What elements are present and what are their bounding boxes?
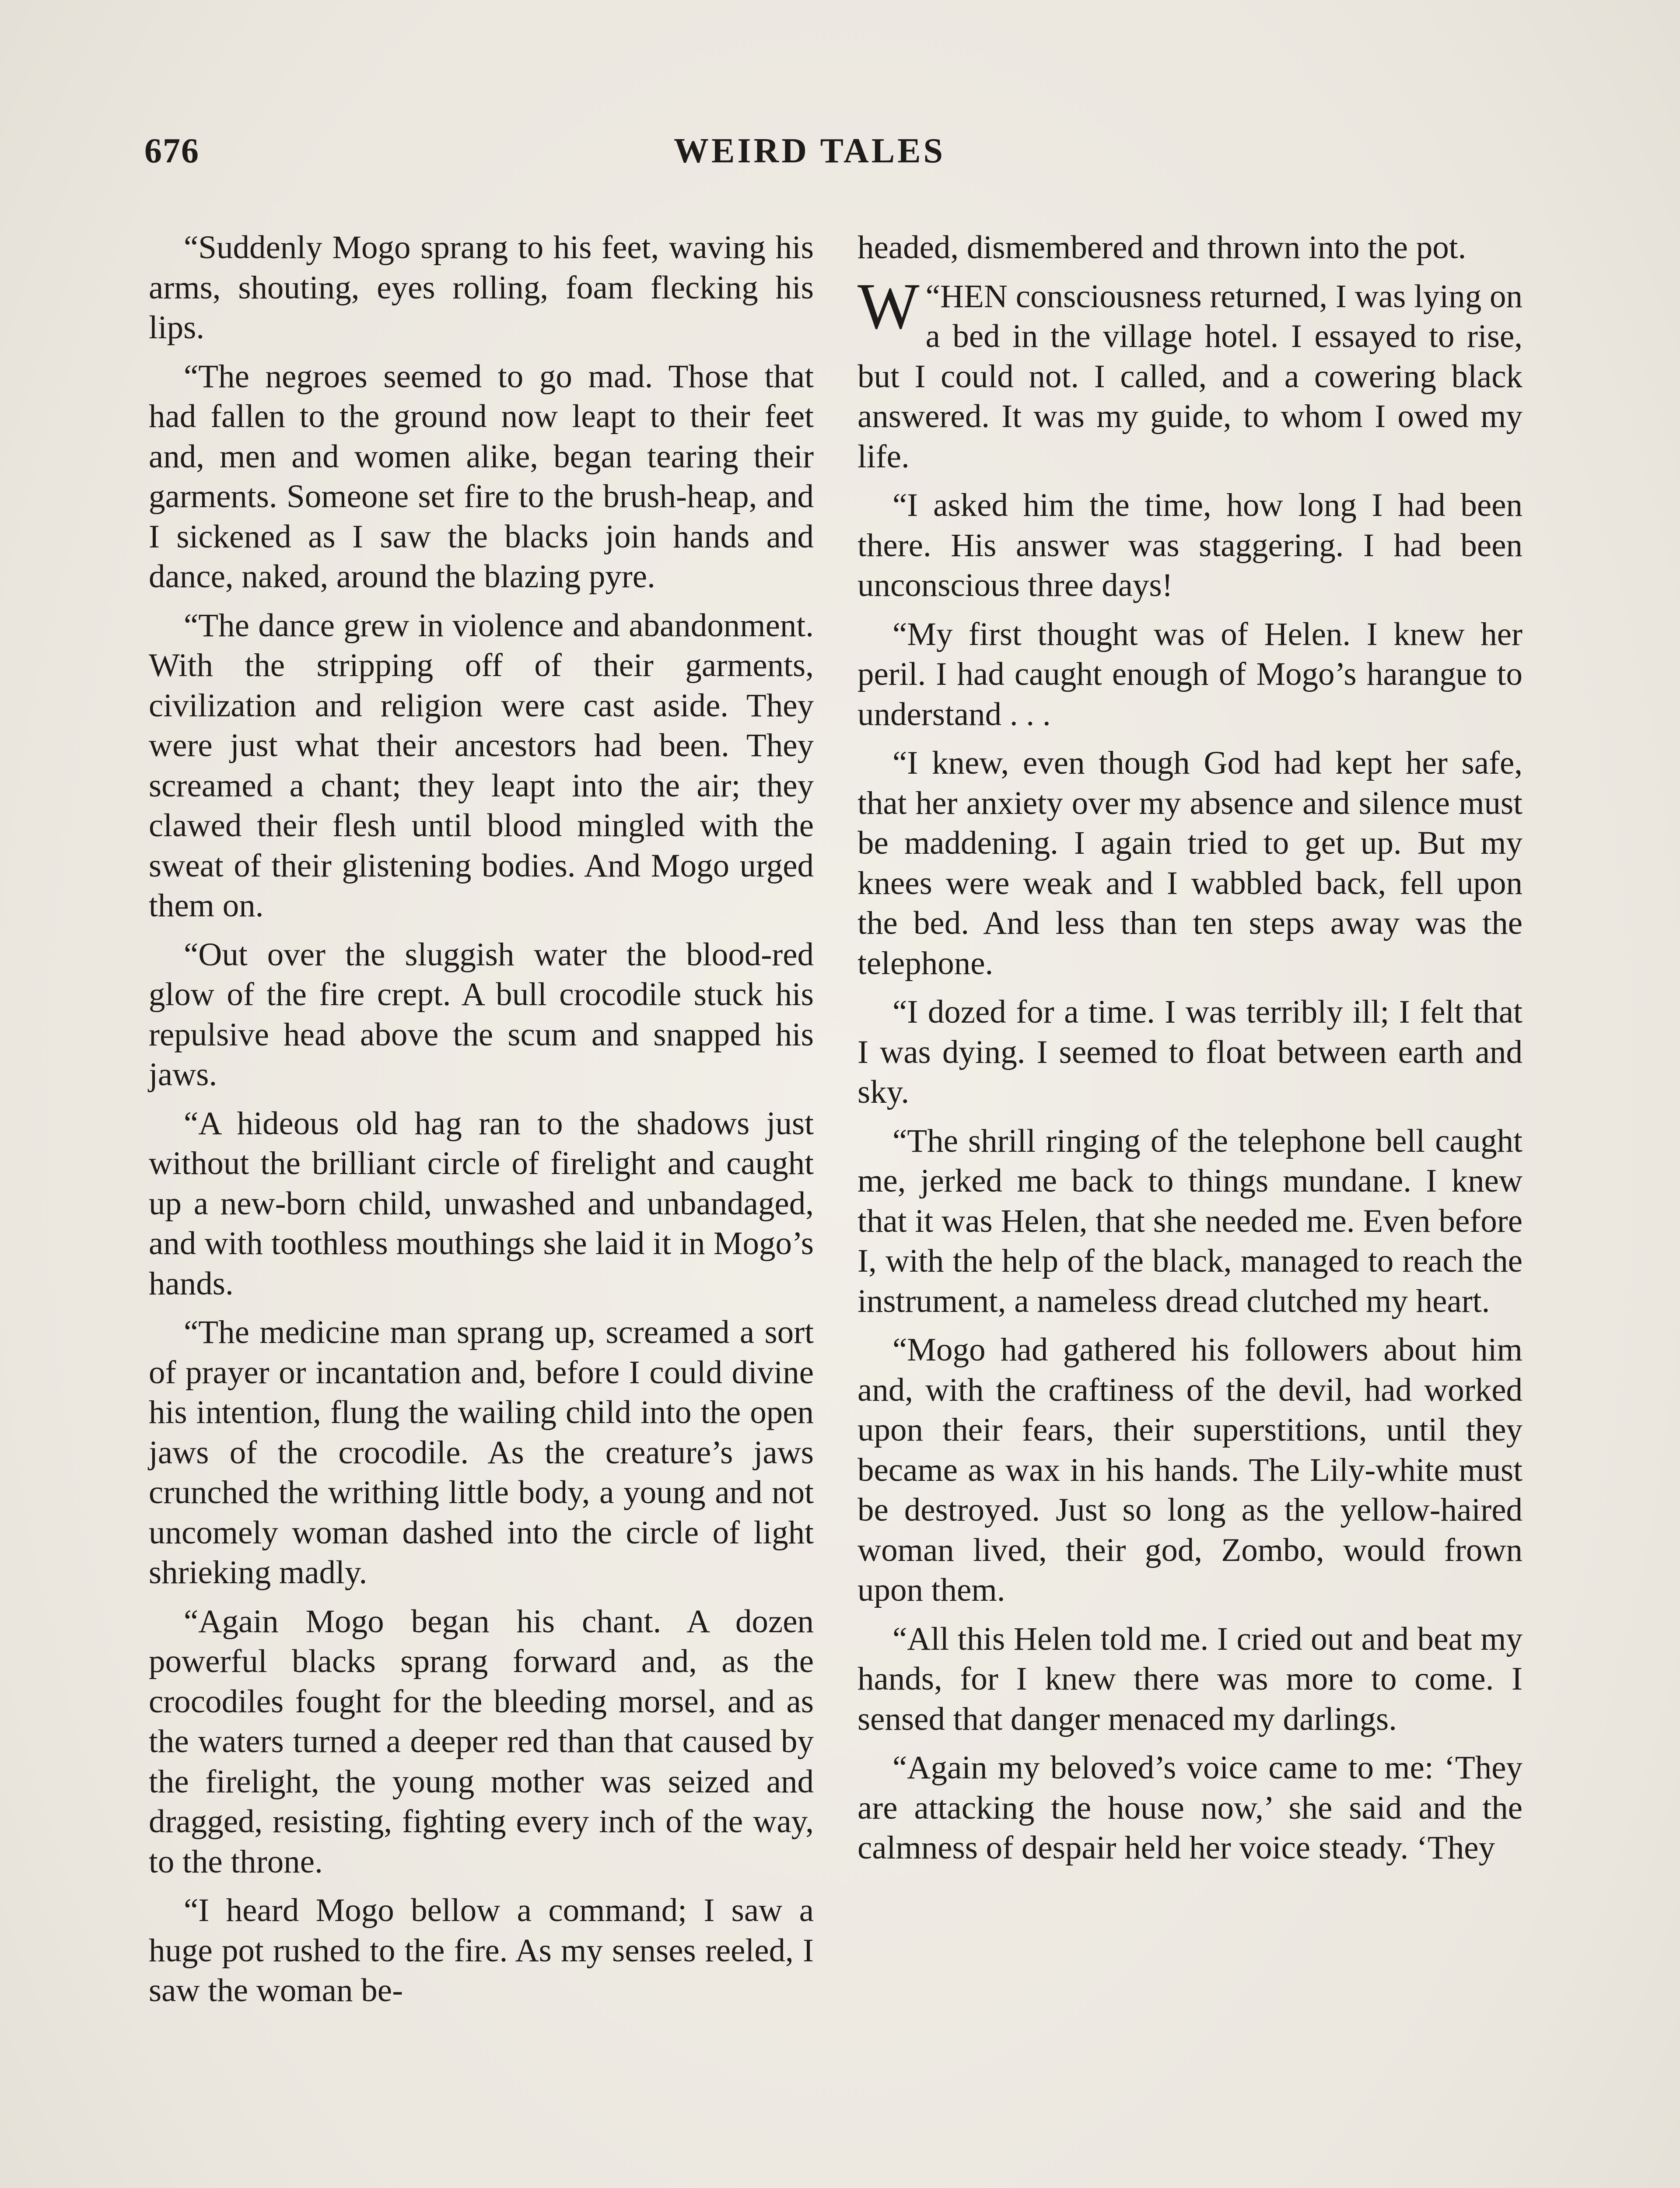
paragraph: “A hideous old hag ran to the shadows just without the brilliant circle of firelight and caught up a new-born child, unwashed and unbandaged, and with toothless mouthings she laid it in Mogo’s hands. <box>149 1105 814 1302</box>
paragraph: “My first thought was of Helen. I knew her peril. I had caught enough of Mogo’s harangue to understand . . . <box>858 616 1522 733</box>
paragraph: “Again my beloved’s voice came to me: ‘They are attacking the house now,’ she said and the calmness of despair held her voice steady. ‘They <box>858 1750 1522 1866</box>
page-header <box>144 131 1536 184</box>
paragraph: “Mogo had gathered his followers about him and, with the craftiness of the devil, had worked upon their fears, their superstitions, until they became as wax in his hands. The Lily-white must be destroyed. Just so long as the yellow-haired woman lived, their god, Zombo, would frown upon them. <box>858 1332 1522 1608</box>
paragraph: “The medicine man sprang up, screamed a sort of prayer or incantation and, before I could divine his intention, flung the wailing child into the open jaws of the crocodile. As the creature’s jaws crunched the writhing little body, a young and not uncomely woman dashed into the circle of light shrieking madly. <box>149 1314 814 1591</box>
paragraph: “I knew, even though God had kept her safe, that her anxiety over my absence and silence must be maddening. I again tried to get up. But my knees were weak and I wabbled back, fell upon the bed. And less than ten steps away was the telephone. <box>858 745 1522 982</box>
paragraph: “I dozed for a time. I was terribly ill; I felt that I was dying. I seemed to float between earth and sky. <box>858 994 1522 1110</box>
paragraph: “I heard Mogo bellow a command; I saw a huge pot rushed to the fire. As my senses reeled, I saw the woman be- <box>149 1892 814 2009</box>
right-column <box>858 228 1522 1877</box>
drop-cap: W <box>858 270 920 343</box>
paragraph: “All this Helen told me. I cried out and beat my hands, for I knew there was more to come. I sensed that danger menaced my darlings. <box>858 1620 1522 1737</box>
page-number: 676 <box>144 132 200 170</box>
section-opening-paragraph <box>858 270 1522 477</box>
continuation-paragraph: headed, dismembered and thrown into the pot. <box>858 229 1466 266</box>
paragraph: “Again Mogo began his chant. A dozen powerful blacks sprang forward and, as the crocodiles fought for the bleeding morsel, and as the waters turned a deeper red than that caused by the firelight, the young mother was seized and dragged, resisting, fighting every inch of the way, to the throne. <box>149 1603 814 1880</box>
paragraph: “I asked him the time, how long I had been there. His answer was staggering. I had been unconscious three days! <box>858 487 1522 603</box>
paragraph: “Suddenly Mogo sprang to his feet, waving his arms, shouting, eyes rolling, foam flecking his lips. <box>149 229 814 346</box>
left-column <box>149 228 814 2020</box>
running-title: WEIRD TALES <box>674 132 945 170</box>
opening-text: consciousness returned, I was lying on a bed in the village hotel. I essayed to rise, but I could not. I called, and a cowering black answered. It was my guide, to whom I owed my life. <box>858 278 1522 475</box>
small-caps-text: HEN <box>940 278 1008 315</box>
paragraph: “Out over the sluggish water the blood-red glow of the fire crept. A bull crocodile stuck his repulsive head above the scum and snapped his jaws. <box>149 936 814 1093</box>
opening-quote: “ <box>925 278 940 315</box>
paragraph: “The shrill ringing of the telephone bell caught me, jerked me back to things mundane. I knew that it was Helen, that she needed me. Even before I, with the help of the black, managed to reach the instrument, a nameless dread clutched my heart. <box>858 1122 1522 1319</box>
paragraph: “The negroes seemed to go mad. Those that had fallen to the ground now leapt to their feet and, men and women alike, began tearing their garments. Someone set fire to the brush-heap, and I sickened as I saw the blacks join hands and dance, naked, around the blazing pyre. <box>149 358 814 595</box>
paragraph: “The dance grew in violence and abandonment. With the stripping off of their garments, civilization and religion were cast aside. They were just what their ancestors had been. They screamed a chant; they leapt into the air; they clawed their flesh until blood mingled with the sweat of their glistening bodies. And Mogo urged them on. <box>149 607 814 924</box>
